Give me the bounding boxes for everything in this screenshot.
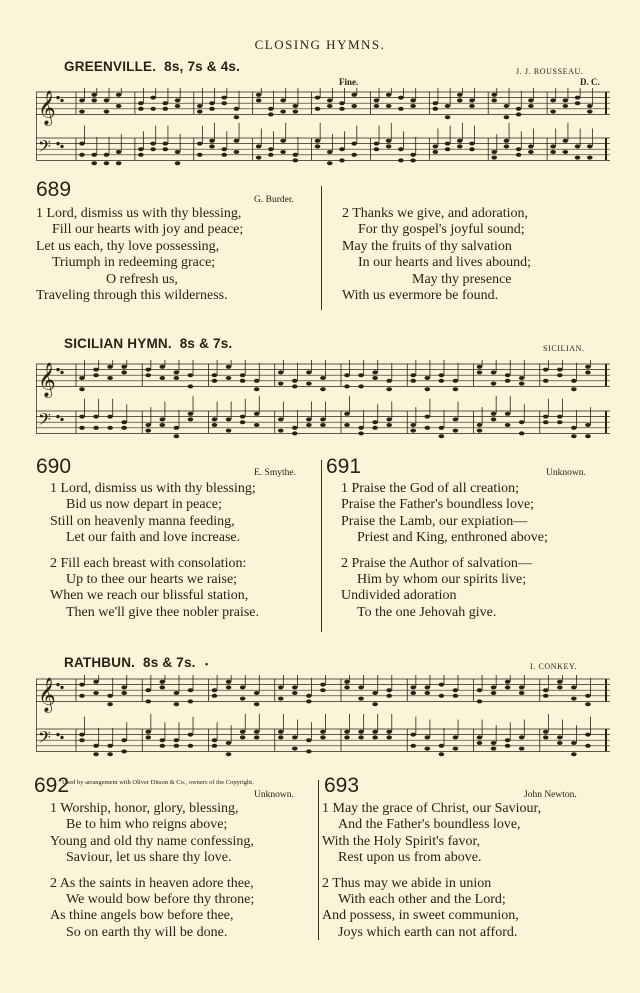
verse-line: With each other and the Lord; [338,892,506,908]
tune-name: GREENVILLE. [64,59,157,74]
tune-meter: 8s & 7s. [143,655,196,670]
hymn-author: G. Burder. [254,195,294,205]
verse-line: Up to thee our hearts we raise; [66,572,238,588]
hymn-author: Unknown. [546,468,586,478]
svg-text:𝄢: 𝄢 [38,135,51,160]
verse-line: We would bow before thy throne; [66,892,255,908]
svg-text:𝄢: 𝄢 [38,408,51,433]
verse-line: When we reach our blissful station, [50,588,249,604]
verse-line: Him by whom our spirits live; [357,572,527,588]
verse-line: 2 Thus may we abide in union [322,875,492,891]
tune-composer: J. J. ROUSSEAU. [516,67,584,76]
verse-line: With us evermore be found. [342,288,499,304]
verse-line: And possess, in sweet communion, [322,908,519,924]
tune-composer: I. CONKEY. [530,662,577,671]
verse-line: Praise the Father's boundless love; [341,497,535,513]
tune-meter: 8s, 7s & 4s. [164,59,241,74]
page-header: CLOSING HYMNS. [254,37,386,52]
verse-line: With the Holy Spirit's favor, [322,833,481,849]
verse-line: For thy gospel's joyful sound; [358,222,525,238]
verse-line: Priest and King, enthroned above; [357,530,548,546]
svg-text:𝄢: 𝄢 [38,726,51,751]
verse-line: To the one Jehovah give. [357,604,497,620]
dc-mark: D. C. [580,77,600,87]
music-system-sicilian [36,360,610,450]
hymn-number: 690 [36,455,72,478]
hymn-692-verse-1 [50,801,254,941]
verse-line: 1 Lord, dismiss us with thy blessing; [50,481,256,496]
tune-meter: 8s & 7s. [179,336,233,351]
hymn-693-verse-1 [322,801,541,941]
hymn-689-verse-1 [36,206,243,304]
verse-line: Still on heavenly manna feeding, [50,513,235,529]
verse-line: May the fruits of thy salvation [342,238,512,254]
verse-line: 2 Praise the Author of salvation— [341,555,532,571]
verse-line: In our hearts and lives abound; [358,255,532,271]
hymn-number: 691 [326,455,362,478]
tune-title-rathbun: RATHBUN. 8s & 7s. • [64,655,209,670]
hymn-691-verse-1 [341,481,548,621]
verse-line: May thy presence [412,271,512,287]
music-system-greenville [36,88,610,176]
verse-line: 2 Thanks we give, and adoration, [342,206,528,221]
verse-line: So on earth thy will be done. [66,924,228,940]
copyright-note: Used by arrangement with Oliver Ditson & Co., owners of the Copyright. [62,779,254,786]
verse-line: Triumph in redeeming grace; [52,255,216,271]
verse-line: 1 Praise the God of all creation; [341,481,520,496]
svg-text:𝄞: 𝄞 [38,90,56,126]
column-divider [318,780,319,940]
column-divider [321,460,322,632]
verse-line: Let our faith and love increase. [66,530,241,546]
hymn-number: 693 [324,774,360,797]
tune-name: SICILIAN HYMN. [64,336,172,351]
verse-line: Rest upon us from above. [338,850,482,866]
hymn-689-verse-2 [342,206,531,304]
verse-line: Praise the Lamb, our expiation— [341,513,528,529]
fine-mark: Fine. [339,77,359,87]
tune-name: RATHBUN. [64,655,136,670]
verse-line: Be to him who reigns above; [66,817,228,833]
svg-text:𝄞: 𝄞 [38,677,56,713]
tune-title-greenville [64,59,240,74]
verse-line: 2 Fill each breast with consolation: [50,555,247,571]
hymn-author: E. Smythe. [254,468,296,478]
verse-line: 1 May the grace of Christ, our Saviour, [322,801,542,816]
verse-line: Saviour, let us share thy love. [66,850,232,866]
hymn-690-verse-1 [50,481,259,621]
verse-line: Fill our hearts with joy and peace; [52,222,244,238]
hymn-number: 692 [34,774,70,797]
verse-line: O refresh us, [106,271,178,287]
verse-line: Then we'll give thee nobler praise. [66,604,260,620]
verse-line: As thine angels bow before thee, [50,908,234,924]
verse-line: Undivided adoration [341,588,457,604]
verse-line: Bid us now depart in peace; [66,497,222,513]
verse-line: 2 As the saints in heaven adore thee, [50,875,254,891]
verse-line: Traveling through this wilderness. [36,288,228,304]
verse-line: 1 Lord, dismiss us with thy blessing, [36,206,242,221]
music-system-rathbun [36,675,610,771]
verse-line: Joys which earth can not afford. [338,924,518,940]
verse-line: Let us each, thy love possessing, [36,238,220,254]
hymn-author: John Newton. [524,790,577,800]
hymn-author: Unknown. [254,790,294,800]
verse-line: Young and old thy name confessing, [50,833,254,849]
tune-title-sicilian [64,336,232,351]
tune-composer: SICILIAN. [543,344,585,353]
hymn-number: 689 [36,178,72,201]
svg-text:𝄞: 𝄞 [38,362,56,398]
verse-line: 1 Worship, honor, glory, blessing, [50,801,239,816]
column-divider [321,186,322,310]
verse-line: And the Father's boundless love, [338,817,521,833]
